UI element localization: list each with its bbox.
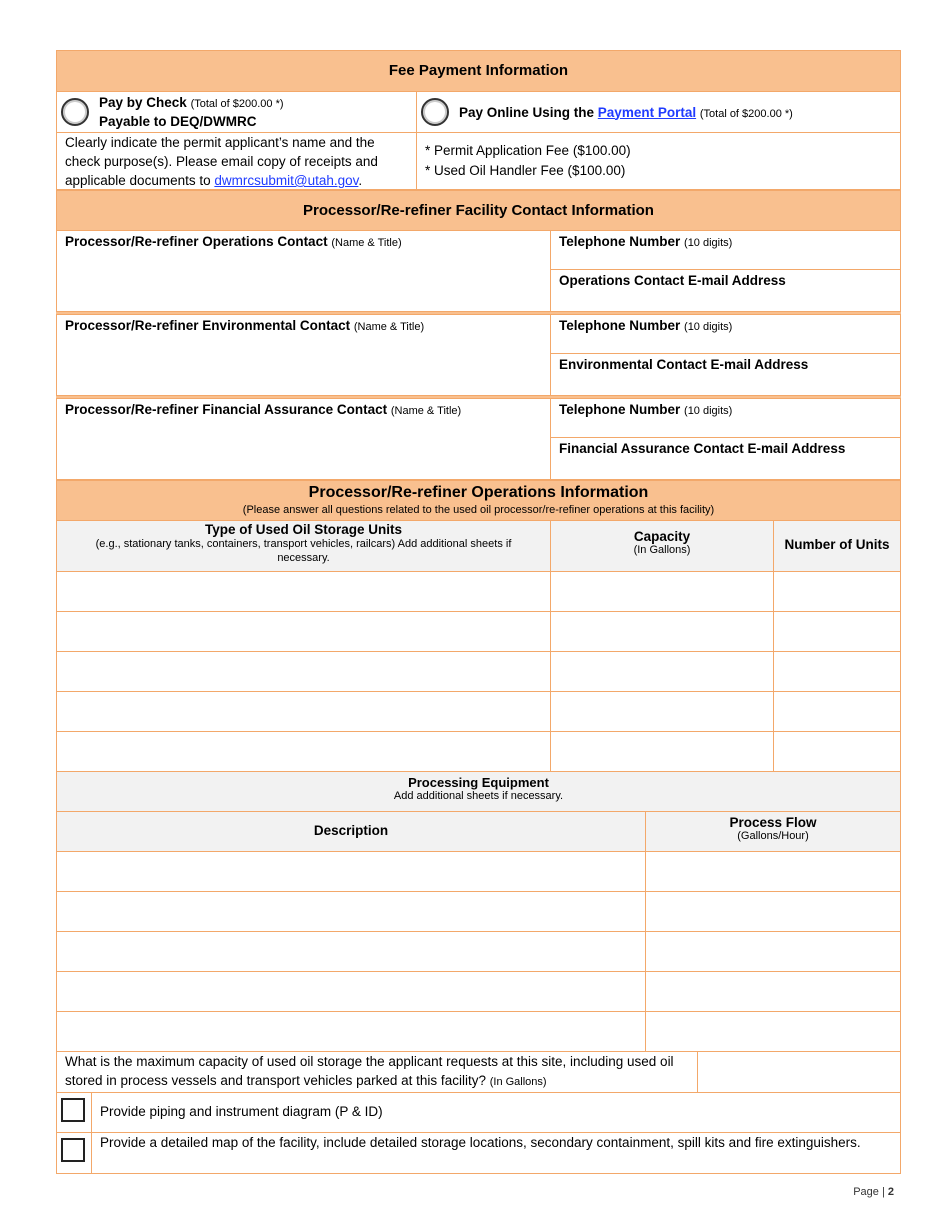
equipment-row [56,892,901,932]
environmental-contact-right [551,315,900,395]
operations-phone-field[interactable] [551,231,900,270]
map-checkbox-cell [57,1133,92,1173]
fee-details-row [56,133,901,190]
description-input[interactable] [57,892,646,931]
storage-row [56,732,901,772]
equipment-columns-row [56,812,901,852]
page-number: 2 [887,1186,894,1198]
flow-input[interactable] [646,892,900,931]
contact-title: Processor/Re-refiner Facility Contact Information [303,202,654,219]
environmental-contact-label: Processor/Re-refiner Environmental Contact [65,318,351,333]
fee-list [417,133,900,189]
operations-contact-field[interactable] [57,231,551,311]
storage-type-note: (e.g., stationary tanks, containers, transport vehicles, railcars) Add additional sheets if necessary. [95,538,512,564]
contact-section-header [56,190,901,230]
flow-input[interactable] [646,932,900,971]
operations-title: Processor/Re-refiner Operations Information [308,484,649,501]
capacity-header [551,521,774,571]
financial-contact-note: (Name & Title) [390,405,462,417]
units-input[interactable] [774,612,900,651]
capacity-input[interactable] [551,652,774,691]
payment-portal-link[interactable]: Payment Portal [597,104,697,120]
checklist-row-map [56,1133,901,1174]
storage-type-input[interactable] [57,572,551,611]
operations-email-field[interactable] [551,270,900,309]
units-input[interactable] [774,652,900,691]
fee-title: Fee Payment Information [388,62,569,79]
email-label: Financial Assurance Contact E-mail Address [559,441,846,456]
max-capacity-note: (In Gallons) [489,1076,547,1088]
storage-row [56,572,901,612]
environmental-email-field[interactable] [551,354,900,393]
pid-label-cell [92,1093,900,1132]
pay-online-total: (Total of $200.00 *) [699,107,793,120]
pay-by-check-radio[interactable] [61,98,89,126]
description-input[interactable] [57,852,646,891]
max-capacity-text: What is the maximum capacity of used oil storage the applicant requests at this site, including used oil stored in process vessels and transport vehicles parked at this facility? [65,1054,674,1088]
storage-row [56,612,901,652]
equipment-row [56,972,901,1012]
operations-section-header [56,480,901,520]
email-label: Operations Contact E-mail Address [559,273,786,288]
period: . [358,173,363,188]
pay-online-radio[interactable] [421,98,449,126]
phone-note: (10 digits) [684,321,733,333]
pay-by-check-cell [57,92,417,132]
description-header [57,812,646,851]
operations-contact-right [551,231,900,311]
contact-row-financial [56,398,901,480]
description-input[interactable] [57,932,646,971]
description-input[interactable] [57,972,646,1011]
storage-type-input[interactable] [57,732,551,771]
flow-input[interactable] [646,1012,900,1051]
form [56,50,901,1174]
equipment-title: Processing Equipment [408,775,549,790]
contact-row-environmental [56,314,901,396]
checklist-row-pid [56,1093,901,1133]
financial-email-field[interactable] [551,438,900,477]
operations-contact-label: Processor/Re-refiner Operations Contact [65,234,328,249]
equipment-header [57,772,900,811]
flow-input[interactable] [646,972,900,1011]
max-capacity-input[interactable] [698,1052,900,1092]
storage-type-input[interactable] [57,612,551,651]
pay-by-check-label: Pay by Check [99,94,187,110]
operations-contact-note: (Name & Title) [331,237,402,249]
equipment-note: Add additional sheets if necessary. [393,790,564,802]
instructions-text: Clearly indicate the permit applicant’s name and the check purpose(s). Please email copy of receipts and applicable documents to [65,135,378,188]
phone-note: (10 digits) [684,405,733,417]
pay-by-check-total: (Total of $200.00 *) [190,97,284,110]
phone-label: Telephone Number [559,402,681,417]
map-label-cell [92,1133,900,1173]
pid-checkbox-cell [57,1093,92,1132]
payment-options-row [56,91,901,133]
fee-item-permit: * Permit Application Fee ($100.00) [425,143,631,158]
capacity-input[interactable] [551,692,774,731]
fee-section-header [56,50,901,91]
flow-note: (Gallons/Hour) [737,830,809,842]
pid-checkbox[interactable] [61,1098,85,1122]
units-input[interactable] [774,732,900,771]
pay-online-label: Pay Online Using the [459,104,595,120]
phone-note: (10 digits) [684,237,733,249]
units-input[interactable] [774,692,900,731]
payable-to: Payable to DEQ/DWMRC [99,113,257,129]
financial-contact-label: Processor/Re-refiner Financial Assurance Contact [65,402,388,417]
page-label: Page [853,1186,879,1198]
storage-row [56,652,901,692]
storage-type-input[interactable] [57,692,551,731]
capacity-input[interactable] [551,612,774,651]
max-capacity-question [57,1052,698,1092]
equipment-header-row [56,772,901,812]
equipment-row [56,932,901,972]
page-separator: | [881,1186,885,1198]
max-capacity-row [56,1052,901,1093]
page-footer [853,1186,894,1198]
description-title: Description [313,823,389,838]
flow-title: Process Flow [729,815,817,830]
financial-contact-field[interactable] [57,399,551,479]
submit-email-link[interactable]: dwmrcsubmit@utah.gov [214,173,359,188]
storage-type-header [57,521,551,571]
capacity-input[interactable] [551,732,774,771]
storage-type-input[interactable] [57,652,551,691]
description-input[interactable] [57,1012,646,1051]
map-label: Provide a detailed map of the facility, include detailed storage locations, secondary containment, spill kits and fire extinguishers. [100,1135,861,1150]
map-checkbox[interactable] [61,1138,85,1162]
units-input[interactable] [774,572,900,611]
email-label: Environmental Contact E-mail Address [559,357,809,372]
check-instructions [57,133,417,189]
capacity-input[interactable] [551,572,774,611]
equipment-row [56,852,901,892]
units-title: Number of Units [784,537,890,552]
capacity-note: (In Gallons) [633,544,691,556]
capacity-title: Capacity [633,529,691,544]
financial-contact-right [551,399,900,479]
units-header [774,521,900,571]
pid-label: Provide piping and instrument diagram (P & ID) [100,1104,383,1119]
phone-label: Telephone Number [559,234,681,249]
financial-phone-field[interactable] [551,399,900,438]
fee-item-handler: * Used Oil Handler Fee ($100.00) [425,163,626,178]
contact-row-operations [56,230,901,312]
storage-type-title: Type of Used Oil Storage Units [204,522,403,537]
flow-input[interactable] [646,852,900,891]
phone-label: Telephone Number [559,318,681,333]
flow-header [646,812,900,851]
pay-online-cell [417,92,900,132]
equipment-row [56,1012,901,1052]
environmental-contact-note: (Name & Title) [353,321,425,333]
storage-header-row [56,520,901,572]
environmental-phone-field[interactable] [551,315,900,354]
storage-row [56,692,901,732]
environmental-contact-field[interactable] [57,315,551,395]
operations-subtitle: (Please answer all questions related to the used oil processor/re-refiner operations at this facility) [242,504,715,516]
